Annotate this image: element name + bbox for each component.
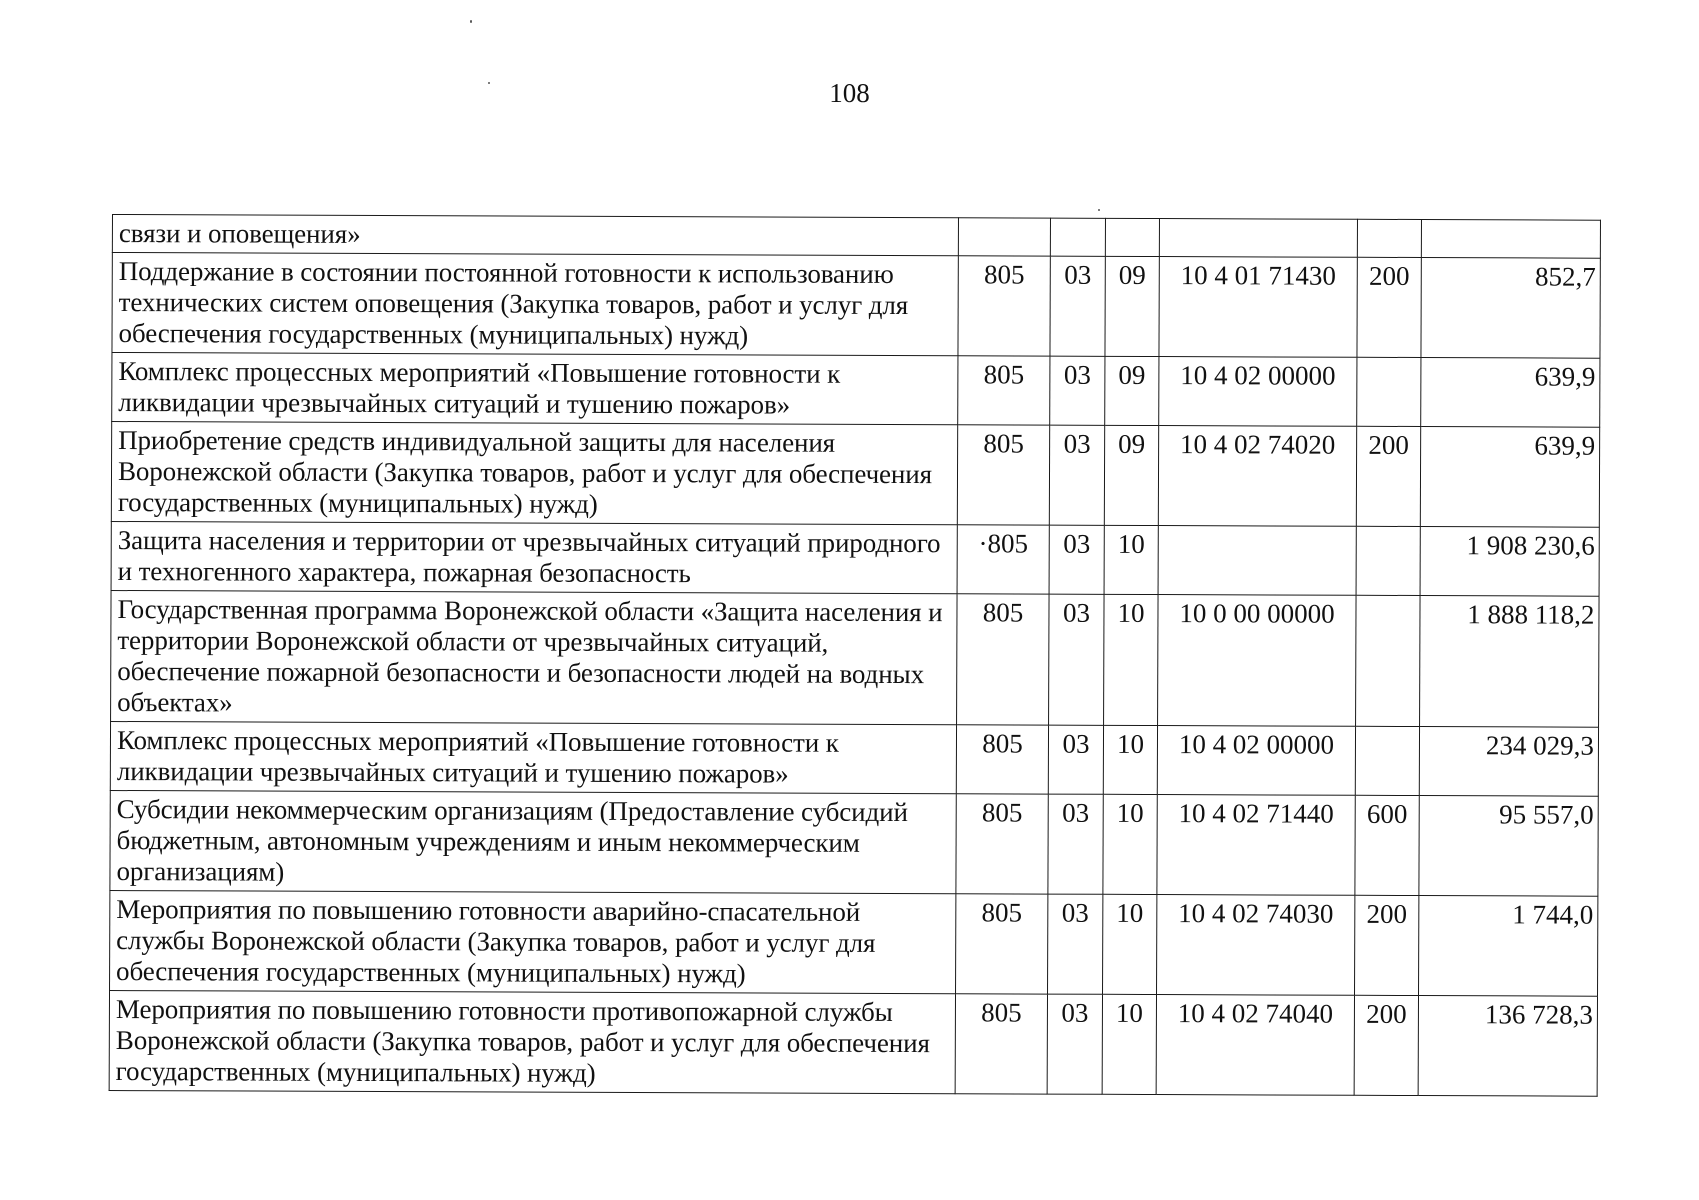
row-section-code: 03 (1048, 894, 1103, 994)
row-amount: 95 557,0 (1419, 796, 1598, 897)
row-section-code: 03 (1049, 594, 1105, 725)
row-amount: 1 908 230,6 (1420, 527, 1599, 597)
row-expense-type: 200 (1356, 426, 1420, 526)
row-target-code: 10 4 02 74040 (1156, 995, 1354, 1096)
table-row (110, 790, 1598, 896)
row-expense-type (1355, 726, 1419, 795)
row-subsection-code: 09 (1105, 256, 1159, 356)
row-expense-type (1357, 357, 1421, 426)
row-section-code: 03 (1047, 994, 1102, 1094)
row-section-code (1050, 218, 1105, 256)
table-row (109, 990, 1597, 1096)
row-target-code: 10 4 02 74020 (1158, 426, 1356, 527)
row-section-code: 03 (1048, 725, 1103, 794)
row-target-code: 10 4 01 71430 (1159, 257, 1357, 358)
row-target-code (1158, 526, 1356, 596)
row-subsection-code: 09 (1105, 356, 1159, 425)
row-section-code: 03 (1048, 794, 1103, 894)
row-section-code: 03 (1050, 356, 1105, 425)
row-name: Приобретение средств индивидуальной защиты для населения Воронежской области (Закупка товаров, работ и услуг для обеспечения государственных (муниципальных) нужд) (111, 422, 957, 525)
row-section-code: 03 (1050, 256, 1105, 356)
row-name: Государственная программа Воронежской области «Защита населения и территории Воронежской области от чрезвычайных ситуаций, обеспечение пожарной безопасности и безопасности людей на водных объектах» (111, 590, 957, 724)
row-subsection-code: 10 (1103, 725, 1157, 794)
row-name: Поддержание в состоянии постоянной готовности к использованию технических систем оповещения (Закупка товаров, работ и услуг для обеспечения государственных (муниципальных) нужд) (112, 253, 958, 356)
row-amount: 1 744,0 (1419, 896, 1598, 997)
row-amount: 639,9 (1420, 427, 1599, 528)
row-expense-type: 600 (1355, 795, 1419, 895)
table-row (111, 590, 1599, 727)
table-body (109, 215, 1600, 1097)
row-amount: 1 888 118,2 (1420, 596, 1600, 728)
row-dept-code: 805 (956, 725, 1048, 794)
budget-table (109, 214, 1601, 1097)
row-expense-type (1356, 595, 1421, 726)
table-row (112, 215, 1600, 259)
row-expense-type (1356, 526, 1420, 595)
table-row (111, 521, 1599, 596)
row-amount: 639,9 (1421, 358, 1600, 428)
table-row (111, 422, 1599, 528)
row-section-code: 03 (1049, 425, 1104, 525)
row-subsection-code: 10 (1104, 594, 1159, 725)
row-subsection-code: 09 (1104, 425, 1158, 525)
row-amount: 136 728,3 (1418, 996, 1597, 1097)
table-row (110, 890, 1598, 996)
row-name: Защита населения и территории от чрезвычайных ситуаций природного и техногенного характера, пожарная безопасность (111, 521, 957, 593)
row-expense-type: 200 (1354, 995, 1418, 1095)
row-name: Мероприятия по повышению готовности противопожарной службы Воронежской области (Закупка товаров, работ и услуг для обеспечения государственных (муниципальных) нужд) (109, 990, 955, 1093)
row-target-code: 10 4 02 00000 (1157, 726, 1355, 796)
row-subsection-code (1105, 218, 1159, 256)
row-dept-code: 805 (956, 794, 1048, 894)
row-target-code: 10 4 02 71440 (1157, 795, 1355, 896)
row-dept-code: ·805 (957, 525, 1049, 594)
row-subsection-code: 10 (1103, 794, 1157, 894)
row-name: Комплекс процессных мероприятий «Повышение готовности к ликвидации чрезвычайных ситуаций и тушению пожаров» (112, 353, 958, 425)
row-target-code: 10 0 00 00000 (1158, 595, 1357, 727)
row-target-code: 10 4 02 00000 (1159, 357, 1357, 427)
row-subsection-code: 10 (1103, 894, 1157, 994)
row-expense-type: 200 (1357, 257, 1421, 357)
row-section-code: 03 (1049, 525, 1104, 594)
row-name: Субсидии некоммерческим организациям (Предоставление субсидий бюджетным, автономным учреждениям и иным некоммерческим организациям) (110, 790, 956, 893)
row-dept-code: 805 (956, 894, 1048, 994)
row-name: связи и оповещения» (112, 215, 958, 256)
row-target-code: 10 4 02 74030 (1157, 895, 1355, 996)
row-expense-type (1357, 219, 1421, 257)
row-amount (1421, 220, 1600, 259)
row-amount: 234 029,3 (1419, 727, 1598, 797)
table-row (112, 253, 1600, 359)
scan-speck (1098, 209, 1100, 211)
row-dept-code: 805 (958, 256, 1050, 356)
row-name: Комплекс процессных мероприятий «Повышение готовности к ликвидации чрезвычайных ситуаций и тушению пожаров» (110, 721, 956, 793)
row-target-code (1159, 219, 1357, 258)
table-row (110, 721, 1598, 796)
row-name: Мероприятия по повышению готовности аварийно-спасательной службы Воронежской области (Закупка товаров, работ и услуг для обеспечения государственных (муниципальных) нужд) (110, 890, 956, 993)
scan-speck (470, 20, 472, 23)
row-dept-code: 805 (955, 994, 1047, 1094)
row-dept-code: 805 (957, 594, 1050, 725)
row-dept-code: 805 (957, 425, 1049, 525)
table-row (112, 353, 1600, 428)
row-subsection-code: 10 (1102, 994, 1156, 1094)
row-amount: 852,7 (1421, 258, 1600, 359)
row-subsection-code: 10 (1104, 525, 1158, 594)
row-dept-code: 805 (958, 356, 1050, 425)
page-number: 108 (829, 78, 870, 108)
row-expense-type: 200 (1355, 895, 1419, 995)
row-dept-code (958, 218, 1050, 256)
